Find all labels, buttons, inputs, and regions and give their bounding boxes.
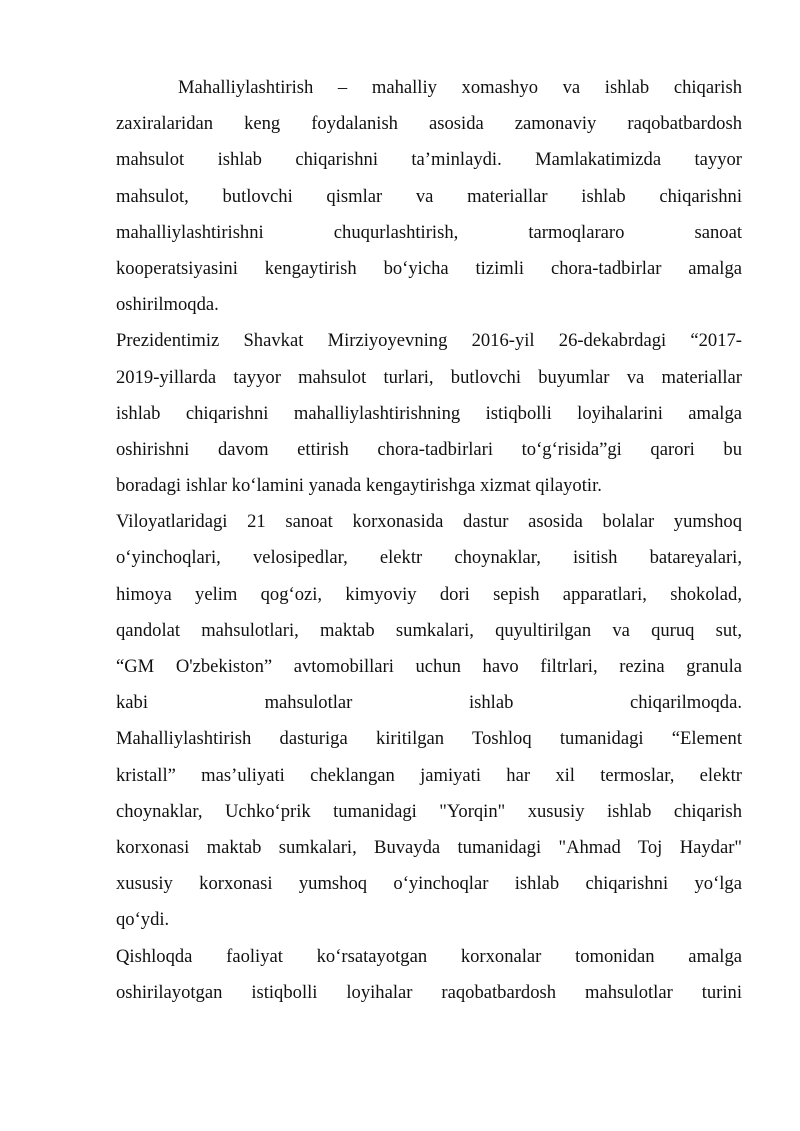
text-line: korxonasi maktab sumkalari, Buvayda tumanidagi "Ahmad Toj Haydar" (116, 836, 742, 858)
text-line: mahsulot ishlab chiqarishni ta’minlaydi. Mamlakatimizda tayyor (116, 149, 742, 171)
text-line: mahalliylashtirishni chuqurlashtirish, tarmoqlararo sanoat (116, 221, 742, 243)
text-line: zaxiralaridan keng foydalanish asosida zamonaviy raqobatbardosh (116, 113, 742, 135)
text-line: qo‘ydi. (116, 909, 170, 931)
text-line: Prezidentimiz Shavkat Mirziyoyevning 2016-yil 26-dekabrdagi “2017- (116, 330, 742, 352)
text-line: xususiy korxonasi yumshoq o‘yinchoqlar ishlab chiqarishni yo‘lga (116, 873, 742, 895)
paragraph-president-decree (116, 323, 742, 721)
text-line: ishlab chiqarishni mahalliylashtirishning istiqbolli loyihalarini amalga (116, 402, 742, 424)
text-line: Qishloqda faoliyat ko‘rsatayotgan korxonalar tomonidan amalga (116, 945, 742, 967)
text-line: himoya yelim qog‘ozi, kimyoviy dori sepish apparatlari, shokolad, (116, 583, 742, 605)
text-line: kristall” mas’uliyati cheklangan jamiyati har xil termoslar, elektr (116, 764, 742, 786)
paragraph-localization (116, 70, 742, 323)
text-line: oshirishni davom ettirish chora-tadbirlari to‘g‘risida”gi qarori bu (116, 438, 742, 460)
text-line: boradagi ishlar ko‘lamini yanada kengaytirishga xizmat qilayotir. (116, 475, 602, 497)
text-line: qandolat mahsulotlari, maktab sumkalari, quyultirilgan va quruq sut, (116, 619, 742, 641)
text-line: oshirilmoqda. (116, 294, 219, 316)
text-line: o‘yinchoqlari, velosipedlar, elektr choynaklar, isitish batareyalari, (116, 547, 742, 569)
text-line: kabi mahsulotlar ishlab chiqarilmoqda. (116, 692, 742, 714)
text-line: Mahalliylashtirish – mahalliy xomashyo va ishlab chiqarish (178, 77, 742, 98)
text-line: “GM O'zbekiston” avtomobillari uchun havo filtrlari, rezina granula (116, 656, 742, 677)
text-line: choynaklar, Uchko‘prik tumanidagi "Yorqin" xususiy ishlab chiqarish (116, 800, 742, 822)
text-line: kooperatsiyasini kengaytirish bo‘yicha tizimli chora-tadbirlar amalga (116, 257, 742, 279)
document-body (116, 70, 742, 1011)
text-line: mahsulot, butlovchi qismlar va materiallar ishlab chiqarishni (116, 185, 742, 207)
paragraph-village-enterprises (116, 939, 742, 1011)
text-line: Viloyatlaridagi 21 sanoat korxonasida dastur asosida bolalar yumshoq (116, 511, 742, 533)
paragraph-enterprises (116, 721, 742, 938)
text-line: 2019-yillarda tayyor mahsulot turlari, butlovchi buyumlar va materiallar (116, 366, 742, 388)
text-line: Mahalliylashtirish dasturiga kiritilgan Toshloq tumanidagi “Element (116, 728, 742, 750)
text-line: oshirilayotgan istiqbolli loyihalar raqobatbardosh mahsulotlar turini (116, 981, 742, 1003)
